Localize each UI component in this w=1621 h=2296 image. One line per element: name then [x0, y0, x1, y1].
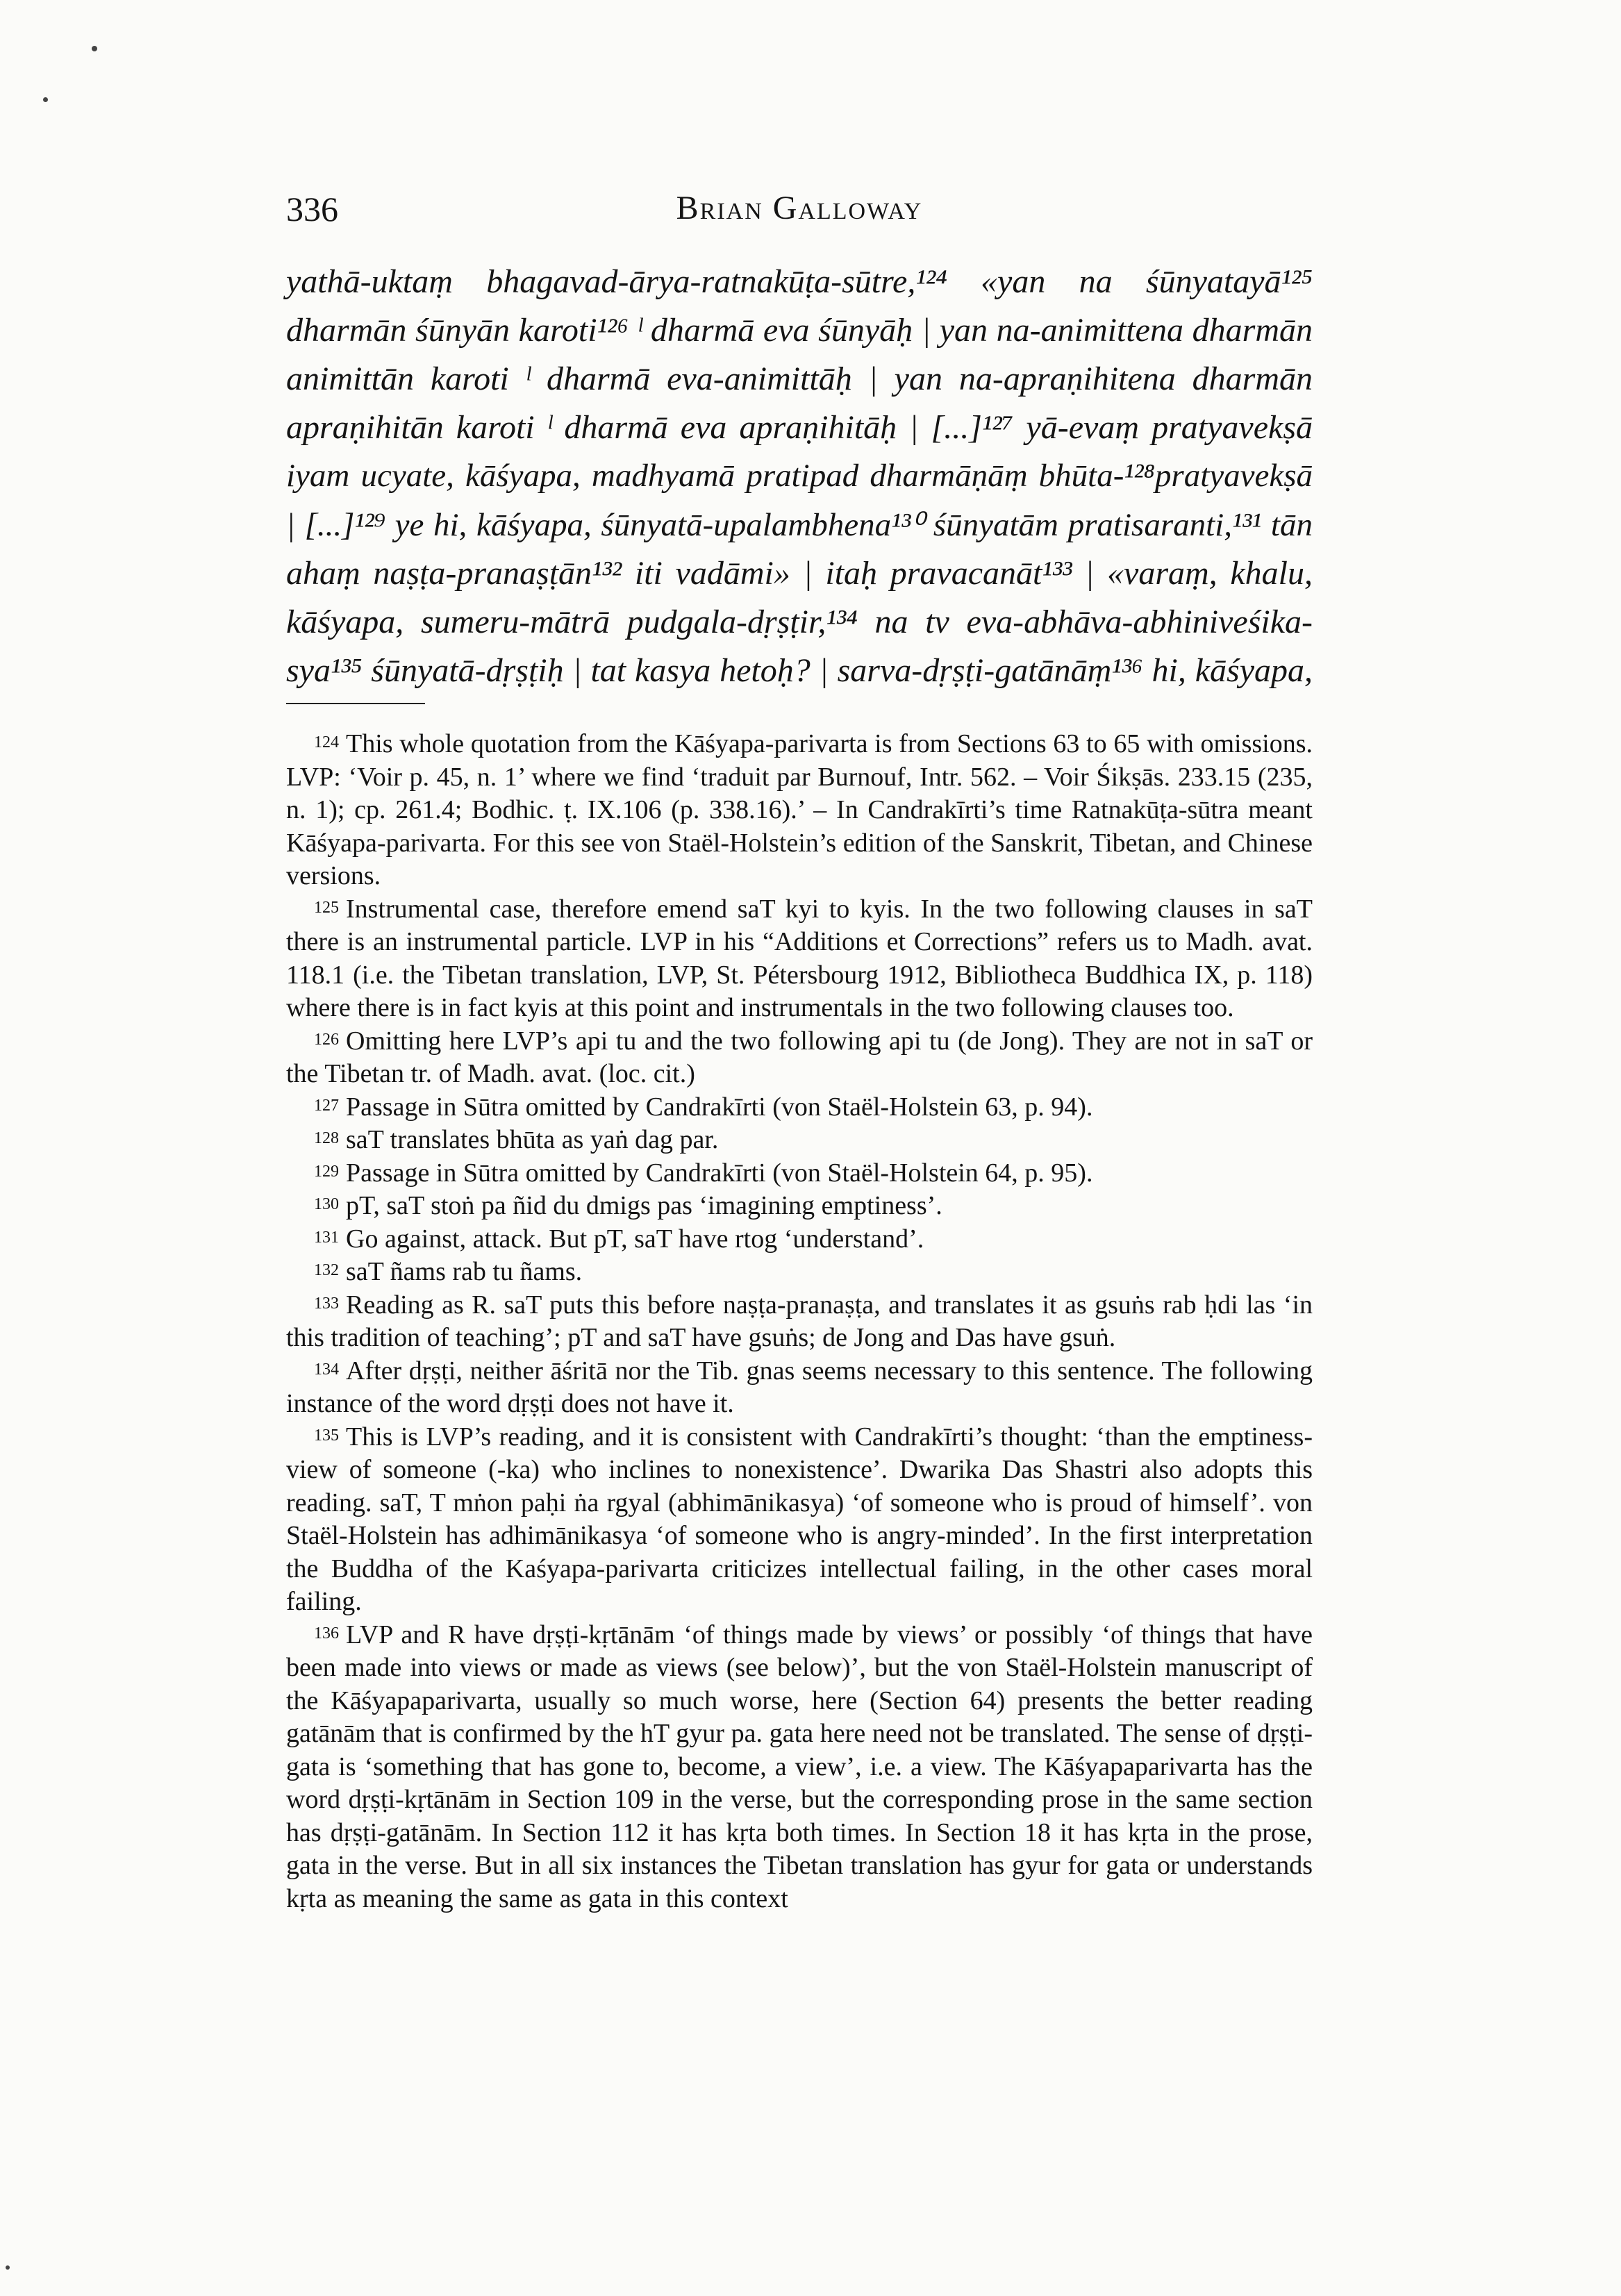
- scan-speck: [43, 97, 48, 102]
- footnote: [286, 1025, 1313, 1091]
- footnote-text: saT ñams rab tu ñams.: [346, 1257, 583, 1286]
- footnote-text: Instrumental case, therefore emend saT kyi to kyis. In the two following clauses in saT there is an instrumental particle. LVP in his “Additions et Corrections” refers us to Madh. avat. 118.1 (i.e. the Tibetan translation, LVP, St. Pétersbourg 1912, Bibliotheca Buddhica IX, p. 118) where there is in fact kyis at this point and instrumentals in the two following clauses too.: [286, 894, 1313, 1022]
- footnote-text: This is LVP’s reading, and it is consistent with Candrakīrti’s thought: ‘than the emptiness-view of someone (-ka) who inclines to nonexistence’. Dwarika Das Shastri also adopts this reading. saT, T mṅon paḥi ṅa rgyal (abhimānikasya) ‘of someone who is proud of himself’. von Staël-Holstein has adhimānikasya ‘of someone who is angry-minded’. In the first interpretation the Buddha of the Kaśyapa-parivarta criticizes intellectual failing, in the other cases moral failing.: [286, 1422, 1313, 1616]
- footnote: [286, 1157, 1313, 1190]
- footnote-text: pT, saT stoṅ pa ñid du dmigs pas ‘imagining emptiness’.: [346, 1191, 942, 1220]
- footnote-text: Passage in Sūtra omitted by Candrakīrti (von Staël-Holstein 64, p. 95).: [346, 1158, 1093, 1188]
- footnote: [286, 1124, 1313, 1157]
- footnote: [286, 728, 1313, 893]
- footnote: [286, 1619, 1313, 1916]
- main-text-line: dharmān śūnyān karoti¹²⁶ ˡ dharmā eva śūnyāḥ | yan na-animittena dharmān: [286, 312, 1313, 349]
- main-text-line: sya¹³⁵ śūnyatā-dṛṣṭiḥ | tat kasya hetoḥ? | sarva-dṛṣṭi-gatānāṃ¹³⁶ hi, kāśyapa,: [286, 652, 1313, 689]
- main-text-line: | [...]¹²⁹ ye hi, kāśyapa, śūnyatā-upalambhena¹³⁰ śūnyatām pratisaranti,¹³¹ tān: [286, 507, 1313, 543]
- footnote-number: 136: [314, 1624, 339, 1642]
- footnote: [286, 1190, 1313, 1223]
- footnote-number: 128: [314, 1129, 339, 1147]
- footnote-text: Omitting here LVP’s api tu and the two following api tu (de Jong). They are not in saT or the Tibetan tr. of Madh. avat. (loc. cit.): [286, 1026, 1313, 1088]
- footnote-number: 131: [314, 1228, 339, 1247]
- footnote: [286, 1289, 1313, 1355]
- scan-speck: [6, 2265, 10, 2270]
- footnote: [286, 1223, 1313, 1256]
- footnote-text: Go against, attack. But pT, saT have rtog ‘understand’.: [346, 1224, 924, 1254]
- footnote-number: 129: [314, 1162, 339, 1181]
- footnote-text: After dṛṣṭi, neither āśritā nor the Tib. gnas seems necessary to this sentence. The following instance of the word dṛṣṭi does not have it.: [286, 1356, 1313, 1418]
- main-text-line: kāśyapa, sumeru-mātrā pudgala-dṛṣṭir,¹³⁴ na tv eva-abhāva-abhiniveśika-: [286, 604, 1313, 640]
- main-text-line: apraṇihitān karoti ˡ dharmā eva apraṇihitāḥ | [...]¹²⁷ yā-evaṃ pratyavekṣā: [286, 409, 1313, 446]
- footnote-text: LVP and R have dṛṣṭi-kṛtānām ‘of things made by views’ or possibly ‘of things that have been made into views or made as views (see below)’, but the von Staël-Holstein manuscript of the Kāśyapaparivarta, usually so much worse, here (Section 64) presents the better reading gatānām that is confirmed by the hT gyur pa. gata here need not be translated. The sense of dṛṣṭi-gata is ‘something that has gone to, become, a view’, i.e. a view. The Kāśyapaparivarta has the word dṛṣṭi-kṛtānām in Section 109 in the verse, but the corresponding prose in the same section has dṛṣṭi-gatānām. In Section 112 it has kṛta both times. In Section 18 it has kṛta in the prose, gata in the verse. But in all six instances the Tibetan translation has gyur for gata or understands kṛta as meaning the same as gata in this context: [286, 1620, 1313, 1913]
- footnote-number: 130: [314, 1195, 339, 1213]
- footnote-separator: [286, 703, 425, 704]
- running-head: Brian Galloway: [676, 190, 923, 226]
- footnote: [286, 1355, 1313, 1421]
- main-text-line: ahaṃ naṣṭa-pranaṣṭān¹³² iti vadāmi» | itaḥ pravacanāt¹³³ | «varaṃ, khalu,: [286, 555, 1313, 592]
- footnote-text: saT translates bhūta as yaṅ dag par.: [346, 1125, 719, 1154]
- footnotes: [286, 728, 1313, 1915]
- main-text-line: yathā-uktaṃ bhagavad-ārya-ratnakūṭa-sūtre,¹²⁴ «yan na śūnyatayā¹²⁵: [286, 263, 1313, 300]
- footnote-number: 124: [314, 733, 339, 751]
- page-number: 336: [286, 190, 338, 228]
- footnote: [286, 893, 1313, 1025]
- footnote-number: 126: [314, 1030, 339, 1049]
- footnote-text: This whole quotation from the Kāśyapa-parivarta is from Sections 63 to 65 with omissions. LVP: ‘Voir p. 45, n. 1’ where we find ‘traduit par Burnouf, Intr. 562. – Voir Śikṣās. 233.15 (235, n. 1); cp. 261.4; Bodhic. ṭ. IX.106 (p. 338.16).’ – In Candrakīrti’s time Ratnakūṭa-sūtra meant Kāśyapa-parivarta. For this see von Staël-Holstein’s edition of the Sanskrit, Tibetan, and Chinese versions.: [286, 729, 1313, 890]
- scan-speck: [92, 46, 97, 51]
- page-header: [286, 189, 1313, 244]
- footnote: [286, 1256, 1313, 1289]
- footnote-number: 125: [314, 898, 339, 917]
- footnote-number: 135: [314, 1426, 339, 1445]
- footnote: [286, 1421, 1313, 1619]
- footnote-number: 127: [314, 1096, 339, 1115]
- footnote-number: 132: [314, 1261, 339, 1279]
- footnote-number: 134: [314, 1360, 339, 1379]
- footnote-text: Reading as R. saT puts this before naṣṭa-pranaṣṭa, and translates it as gsuṅs rab ḥdi las ‘in this tradition of teaching’; pT and saT have gsuṅs; de Jong and Das have gsuṅ.: [286, 1290, 1313, 1352]
- footnote-text: Passage in Sūtra omitted by Candrakīrti (von Staël-Holstein 63, p. 94).: [346, 1092, 1093, 1122]
- footnote: [286, 1091, 1313, 1124]
- main-text-line: iyam ucyate, kāśyapa, madhyamā pratipad dharmāṇāṃ bhūta-¹²⁸pratyavekṣā: [286, 458, 1313, 494]
- footnote-number: 133: [314, 1294, 339, 1313]
- main-text-line: animittān karoti ˡ dharmā eva-animittāḥ | yan na-apraṇihitena dharmān: [286, 360, 1313, 397]
